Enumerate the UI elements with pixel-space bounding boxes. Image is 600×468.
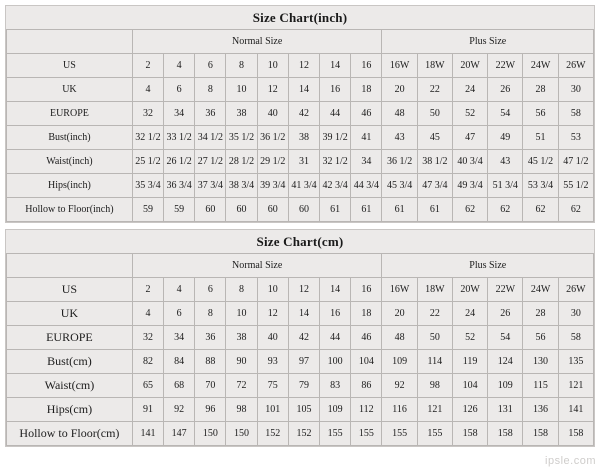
cell: 116 [382,398,417,422]
cell: 42 [288,102,319,126]
cell: 59 [132,198,163,222]
cell: 72 [226,374,257,398]
cell: 141 [558,398,593,422]
cell: 92 [382,374,417,398]
cell: 45 1/2 [523,150,558,174]
cell: 42 [288,326,319,350]
cell: 48 [382,326,417,350]
cell: 126 [452,398,487,422]
cell: 47 3/4 [417,174,452,198]
cell: 155 [417,422,452,446]
cell: 51 3/4 [488,174,523,198]
chart-title-cm: Size Chart(cm) [256,234,344,249]
table-row [7,326,594,350]
chart-title-inch: Size Chart(inch) [252,10,348,25]
cell: 49 3/4 [452,174,487,198]
cell: 115 [523,374,558,398]
cell: 30 [558,78,593,102]
cell: 31 [288,150,319,174]
cell: 34 [164,326,195,350]
cell: 93 [257,350,288,374]
cell: 26 1/2 [164,150,195,174]
cell: 34 [164,102,195,126]
cell: 4 [132,78,163,102]
cell: 58 [558,102,593,126]
watermark-text: ipsle.com [545,455,596,467]
cell: 26W [558,54,593,78]
table-row [7,174,594,198]
table-header-row [7,254,594,278]
cell: 36 1/2 [382,150,417,174]
cell: 53 [558,126,593,150]
cell: 109 [320,398,351,422]
cell: 33 1/2 [164,126,195,150]
cell: 60 [288,198,319,222]
cell: 114 [417,350,452,374]
cell: 96 [195,398,226,422]
row-label: Bust(cm) [7,350,133,374]
cell: 54 [488,326,523,350]
cell: 90 [226,350,257,374]
row-label: Waist(inch) [7,150,133,174]
group-header-plus: Plus Size [382,30,594,54]
cell: 48 [382,102,417,126]
cell: 14 [320,278,351,302]
cell: 98 [417,374,452,398]
cell: 2 [132,54,163,78]
row-label: US [7,54,133,78]
cell: 60 [226,198,257,222]
cell: 152 [288,422,319,446]
cell: 49 [488,126,523,150]
cell: 147 [164,422,195,446]
row-label: US [7,278,133,302]
cell: 56 [523,326,558,350]
cell: 39 1/2 [320,126,351,150]
cell: 32 [132,326,163,350]
cell: 38 3/4 [226,174,257,198]
cell: 22W [488,278,523,302]
cell: 158 [452,422,487,446]
cell: 46 [351,102,382,126]
cell: 60 [257,198,288,222]
group-header-plus: Plus Size [382,254,594,278]
cell: 61 [417,198,452,222]
cell: 155 [320,422,351,446]
cell: 20 [382,78,417,102]
cell: 8 [226,54,257,78]
cell: 54 [488,102,523,126]
cell: 150 [195,422,226,446]
cell: 29 1/2 [257,150,288,174]
table-header-row [7,30,594,54]
cell: 16 [351,54,382,78]
table-row [7,422,594,446]
row-label: Hollow to Floor(cm) [7,422,133,446]
cell: 16 [351,278,382,302]
table-row [7,78,594,102]
cell: 61 [320,198,351,222]
row-label: Bust(inch) [7,126,133,150]
cell: 32 1/2 [320,150,351,174]
cell: 131 [488,398,523,422]
cell: 62 [452,198,487,222]
table-row [7,54,594,78]
cell: 86 [351,374,382,398]
cell: 101 [257,398,288,422]
cell: 4 [132,302,163,326]
cell: 109 [488,374,523,398]
row-label: EUROPE [7,326,133,350]
cell: 22 [417,78,452,102]
cell: 40 [257,102,288,126]
cell: 91 [132,398,163,422]
cell: 44 3/4 [351,174,382,198]
cell: 50 [417,326,452,350]
cell: 37 3/4 [195,174,226,198]
size-table-cm [6,253,594,446]
cell: 18W [417,54,452,78]
cell: 18 [351,78,382,102]
cell: 92 [164,398,195,422]
cell: 30 [558,302,593,326]
cell: 41 [351,126,382,150]
cell: 12 [257,302,288,326]
cell: 59 [164,198,195,222]
cell: 8 [195,78,226,102]
cell: 70 [195,374,226,398]
cell: 112 [351,398,382,422]
table-row [7,302,594,326]
cell: 24 [452,302,487,326]
cell: 24W [523,54,558,78]
cell: 38 [226,326,257,350]
size-chart-page [0,5,600,468]
row-label: EUROPE [7,102,133,126]
cell: 38 [288,126,319,150]
cell: 28 [523,78,558,102]
cell: 60 [195,198,226,222]
table-row [7,374,594,398]
cell: 43 [488,150,523,174]
cell: 6 [164,78,195,102]
cell: 36 3/4 [164,174,195,198]
cell: 52 [452,326,487,350]
cell: 28 [523,302,558,326]
cell: 32 [132,102,163,126]
cell: 158 [558,422,593,446]
cell: 32 1/2 [132,126,163,150]
cell: 158 [488,422,523,446]
cell: 10 [226,78,257,102]
group-header-normal: Normal Size [132,30,382,54]
cell: 53 3/4 [523,174,558,198]
table-row [7,350,594,374]
row-label: UK [7,78,133,102]
cell: 22W [488,54,523,78]
cell: 35 3/4 [132,174,163,198]
cell: 14 [320,54,351,78]
cell: 42 3/4 [320,174,351,198]
cell: 152 [257,422,288,446]
cell: 12 [257,78,288,102]
cell: 50 [417,102,452,126]
cell: 55 1/2 [558,174,593,198]
cell: 150 [226,422,257,446]
cell: 20W [452,278,487,302]
cell: 18 [351,302,382,326]
cell: 51 [523,126,558,150]
cell: 104 [452,374,487,398]
cell: 68 [164,374,195,398]
cell: 16 [320,78,351,102]
table-row [7,198,594,222]
cell: 83 [320,374,351,398]
cell: 26 [488,78,523,102]
row-label: Hips(inch) [7,174,133,198]
cell: 10 [257,54,288,78]
cell: 62 [523,198,558,222]
cell: 141 [132,422,163,446]
cell: 82 [132,350,163,374]
cell: 14 [288,302,319,326]
cell: 105 [288,398,319,422]
size-table-inch [6,29,594,222]
cell: 124 [488,350,523,374]
cell: 26W [558,278,593,302]
cell: 40 [257,326,288,350]
cell: 65 [132,374,163,398]
row-label: UK [7,302,133,326]
cell: 34 1/2 [195,126,226,150]
cell: 10 [226,302,257,326]
cell: 28 1/2 [226,150,257,174]
cell: 44 [320,326,351,350]
cell: 158 [523,422,558,446]
table-row [7,278,594,302]
corner-cell [7,30,133,54]
cell: 36 1/2 [257,126,288,150]
cell: 10 [257,278,288,302]
cell: 25 1/2 [132,150,163,174]
cell: 26 [488,302,523,326]
cell: 24W [523,278,558,302]
size-chart-cm-block [5,229,595,447]
cell: 44 [320,102,351,126]
cell: 61 [351,198,382,222]
cell: 41 3/4 [288,174,319,198]
cell: 6 [195,54,226,78]
cell: 38 [226,102,257,126]
cell: 79 [288,374,319,398]
cell: 84 [164,350,195,374]
cell: 121 [417,398,452,422]
cell: 130 [523,350,558,374]
cell: 52 [452,102,487,126]
cell: 61 [382,198,417,222]
cell: 45 3/4 [382,174,417,198]
cell: 47 1/2 [558,150,593,174]
cell: 88 [195,350,226,374]
cell: 16W [382,54,417,78]
cell: 20 [382,302,417,326]
cell: 40 3/4 [452,150,487,174]
cell: 38 1/2 [417,150,452,174]
row-label: Waist(cm) [7,374,133,398]
cell: 4 [164,54,195,78]
cell: 56 [523,102,558,126]
cell: 119 [452,350,487,374]
cell: 16W [382,278,417,302]
table-row [7,126,594,150]
cell: 98 [226,398,257,422]
cell: 121 [558,374,593,398]
cell: 4 [164,278,195,302]
size-chart-inch-block [5,5,595,223]
corner-cell [7,254,133,278]
cell: 62 [558,198,593,222]
cell: 34 [351,150,382,174]
cell: 135 [558,350,593,374]
cell: 8 [195,302,226,326]
cell: 75 [257,374,288,398]
cell: 22 [417,302,452,326]
cell: 16 [320,302,351,326]
row-label: Hips(cm) [7,398,133,422]
cell: 155 [382,422,417,446]
cell: 62 [488,198,523,222]
cell: 43 [382,126,417,150]
table-row [7,150,594,174]
cell: 6 [195,278,226,302]
cell: 155 [351,422,382,446]
cell: 12 [288,278,319,302]
table-row [7,398,594,422]
cell: 14 [288,78,319,102]
cell: 36 [195,102,226,126]
cell: 39 3/4 [257,174,288,198]
cell: 104 [351,350,382,374]
cell: 136 [523,398,558,422]
cell: 109 [382,350,417,374]
cell: 2 [132,278,163,302]
cell: 100 [320,350,351,374]
cell: 12 [288,54,319,78]
cell: 18W [417,278,452,302]
cell: 8 [226,278,257,302]
cell: 46 [351,326,382,350]
cell: 24 [452,78,487,102]
cell: 35 1/2 [226,126,257,150]
cell: 47 [452,126,487,150]
group-header-normal: Normal Size [132,254,382,278]
cell: 6 [164,302,195,326]
cell: 36 [195,326,226,350]
row-label: Hollow to Floor(inch) [7,198,133,222]
table-row [7,102,594,126]
cell: 58 [558,326,593,350]
cell: 97 [288,350,319,374]
cell: 27 1/2 [195,150,226,174]
cell: 20W [452,54,487,78]
cell: 45 [417,126,452,150]
